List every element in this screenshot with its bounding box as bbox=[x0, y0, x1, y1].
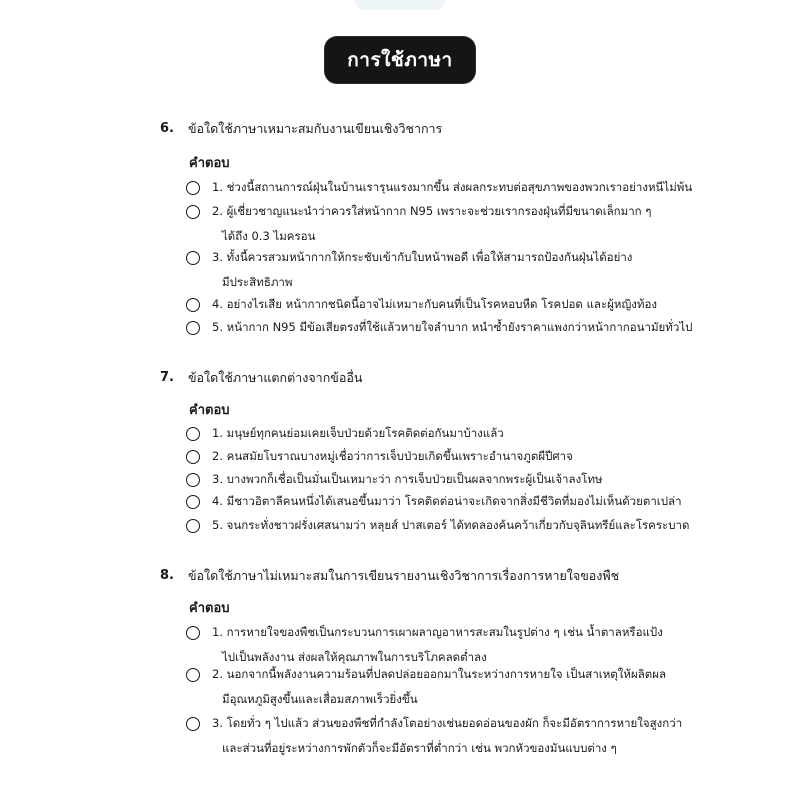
question-7 bbox=[160, 369, 362, 387]
choice-text: 1. การหายใจของพืชเป็นกระบวนการเผาผลาญอาหารสะสมในรูปต่าง ๆ เช่น น้ำตาลหรือแป้ง bbox=[212, 625, 663, 639]
q6-choice-5[interactable] bbox=[186, 320, 692, 340]
choice-text-cont: ไปเป็นพลังงาน ส่งผลให้คุณภาพในการบริโภคลดต่ำลง bbox=[222, 650, 487, 664]
question-text: ข้อใดใช้ภาษาไม่เหมาะสมในการเขียนรายงานเชิงวิชาการเรื่องการหายใจของพืช bbox=[188, 568, 620, 583]
q7-choice-4[interactable] bbox=[186, 494, 682, 514]
q7-choice-1[interactable] bbox=[186, 426, 504, 446]
radio-icon[interactable] bbox=[186, 473, 200, 487]
answer-label: คำตอบ bbox=[189, 403, 230, 418]
page-title: การใช้ภาษา bbox=[347, 49, 453, 71]
radio-icon[interactable] bbox=[186, 668, 200, 682]
choice-text: 3. ทั้งนี้ควรสวมหน้ากากให้กระชับเข้ากับใบหน้าพอดี เพื่อให้สามารถป้องกันฝุ่นได้อย่าง bbox=[212, 250, 633, 264]
q7-choice-2[interactable] bbox=[186, 449, 573, 469]
q7-choice-5[interactable] bbox=[186, 518, 689, 538]
question-6 bbox=[160, 120, 442, 138]
choice-text: 2. คนสมัยโบราณบางหมู่เชื่อว่าการเจ็บป่วยเกิดขึ้นเพราะอำนาจภูตผีปีศาจ bbox=[212, 449, 573, 463]
radio-icon[interactable] bbox=[186, 321, 200, 335]
choice-text-cont: มีประสิทธิภาพ bbox=[222, 275, 293, 289]
question-text: ข้อใดใช้ภาษาแตกต่างจากข้ออื่น bbox=[188, 370, 363, 385]
radio-icon[interactable] bbox=[186, 427, 200, 441]
radio-icon[interactable] bbox=[186, 717, 200, 731]
q8-choice-3[interactable] bbox=[186, 716, 682, 761]
radio-icon[interactable] bbox=[186, 495, 200, 509]
choice-text: 5. จนกระทั่งชาวฝรั่งเศสนามว่า หลุยส์ ปาสเตอร์ ได้ทดลองค้นคว้าเกี่ยวกับจุลินทรีย์และโรคระบาด bbox=[212, 518, 690, 532]
radio-icon[interactable] bbox=[186, 251, 200, 265]
radio-icon[interactable] bbox=[186, 626, 200, 640]
radio-icon[interactable] bbox=[186, 450, 200, 464]
question-8 bbox=[160, 567, 619, 585]
q8-choice-2[interactable] bbox=[186, 667, 666, 712]
choice-text: 4. มีชาวอิตาลีคนหนึ่งได้เสนอขึ้นมาว่า โรคติดต่อน่าจะเกิดจากสิ่งมีชีวิตที่มองไม่เห็นด้วยตาเปล่า bbox=[212, 494, 682, 508]
choice-text: 2. ผู้เชี่ยวชาญแนะนำว่าควรใส่หน้ากาก N95 เพราะจะช่วยเรากรองฝุ่นที่มีขนาดเล็กมาก ๆ bbox=[212, 204, 652, 218]
choice-text: 5. หน้ากาก N95 มีข้อเสียตรงที่ใช้แล้วหายใจลำบาก หนำซ้ำยังราคาแพงกว่าหน้ากากอนามัยทั่วไป bbox=[212, 320, 693, 334]
radio-icon[interactable] bbox=[186, 181, 200, 195]
q6-choice-1[interactable] bbox=[186, 180, 692, 200]
question-number: 8. bbox=[160, 568, 174, 583]
answer-label: คำตอบ bbox=[189, 156, 230, 171]
title-badge bbox=[325, 37, 475, 83]
question-number: 7. bbox=[160, 370, 174, 385]
choice-text: 3. บางพวกก็เชื่อเป็นมั่นเป็นเหมาะว่า การเจ็บป่วยเป็นผลจากพระผู้เป็นเจ้าลงโทษ bbox=[212, 472, 603, 486]
radio-icon[interactable] bbox=[186, 519, 200, 533]
q6-choice-3[interactable] bbox=[186, 250, 632, 295]
radio-icon[interactable] bbox=[186, 205, 200, 219]
choice-text: 4. อย่างไรเสีย หน้ากากชนิดนี้อาจไม่เหมาะกับคนที่เป็นโรคหอบหืด โรคปอด และผู้หญิงท้อง bbox=[212, 297, 657, 311]
radio-icon[interactable] bbox=[186, 298, 200, 312]
answer-label: คำตอบ bbox=[189, 601, 230, 616]
choice-text-cont: ได้ถึง 0.3 ไมครอน bbox=[222, 229, 316, 243]
choice-text: 3. โดยทั่ว ๆ ไปแล้ว ส่วนของพืชที่กำลังโตอย่างเช่นยอดอ่อนของผัก ก็จะมีอัตราการหายใจสูงกว่า bbox=[212, 716, 683, 730]
choice-text: 2. นอกจากนี้พลังงานความร้อนที่ปลดปล่อยออกมาในระหว่างการหายใจ เป็นสาเหตุให้ผลิตผล bbox=[212, 667, 666, 681]
choice-text: 1. มนุษย์ทุกคนย่อมเคยเจ็บป่วยด้วยโรคติดต่อกันมาบ้างแล้ว bbox=[212, 426, 504, 440]
top-decoration bbox=[355, 0, 445, 10]
choice-text: 1. ช่วงนี้สถานการณ์ฝุ่นในบ้านเรารุนแรงมากขึ้น ส่งผลกระทบต่อสุขภาพของพวกเราอย่างหนีไม่พ้น bbox=[212, 180, 693, 194]
q6-choice-2[interactable] bbox=[186, 204, 651, 249]
question-number: 6. bbox=[160, 121, 174, 136]
q6-choice-4[interactable] bbox=[186, 297, 657, 317]
choice-text-cont: มีอุณหภูมิสูงขึ้นและเสื่อมสภาพเร็วยิ่งขึ้น bbox=[222, 692, 418, 706]
question-text: ข้อใดใช้ภาษาเหมาะสมกับงานเขียนเชิงวิชาการ bbox=[188, 121, 443, 136]
choice-text-cont: และส่วนที่อยู่ระหว่างการพักตัวก็จะมีอัตราที่ต่ำกว่า เช่น พวกหัวของมันแบบต่าง ๆ bbox=[222, 741, 617, 755]
